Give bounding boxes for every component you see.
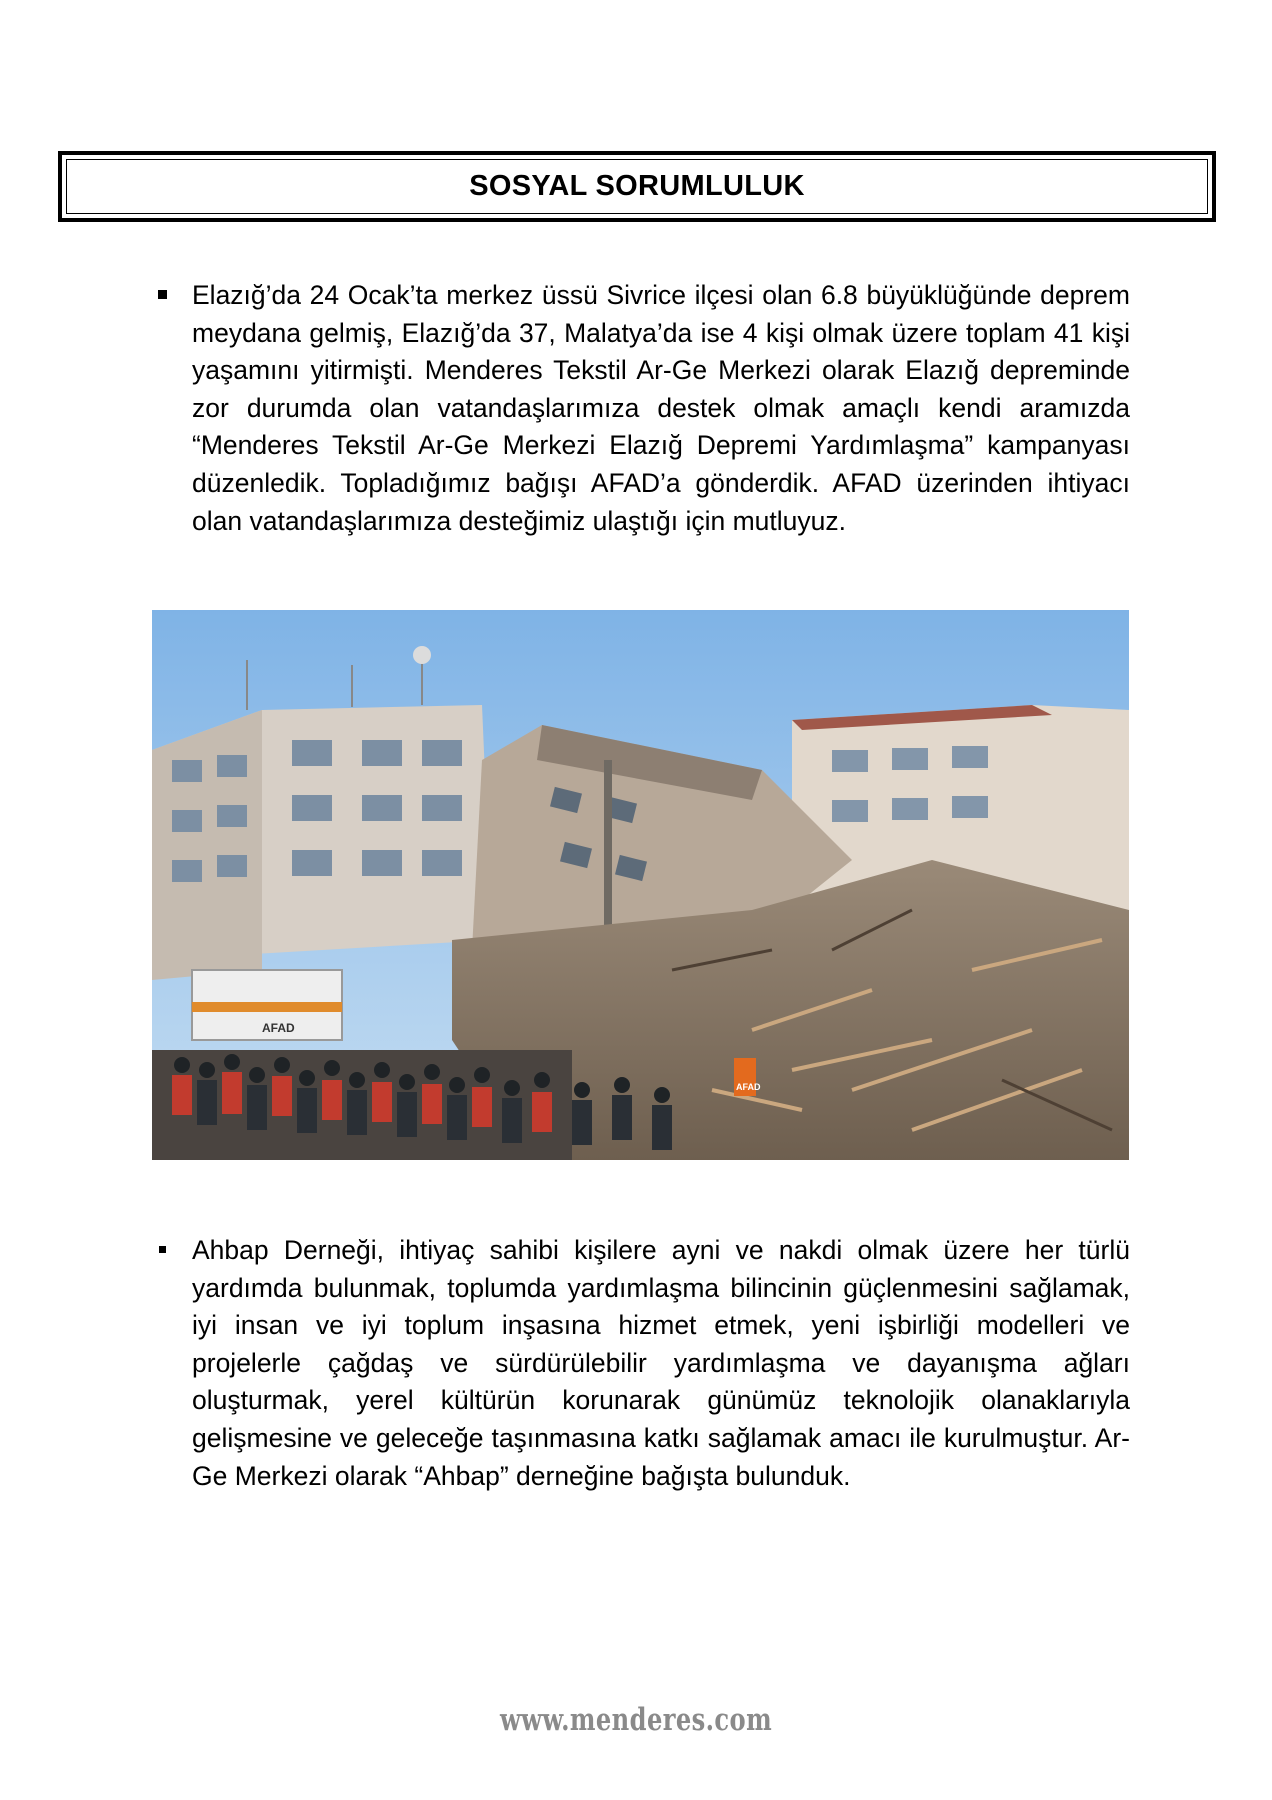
title-box (58, 151, 1216, 222)
bullet-item-2 (150, 1232, 1130, 1495)
page-title: SOSYAL SORUMLULUK (469, 170, 805, 202)
footer-website: www.menderes.com (499, 1702, 773, 1738)
square-bullet-icon (159, 1246, 166, 1253)
paragraph-earthquake: Elazığ’da 24 Ocak’ta merkez üssü Sivrice ilçesi olan 6.8 büyüklüğünde deprem meydana gelmiş, Elazığ’da 37, Malatya’da ise 4 kişi olmak üzere toplam 41 kişi yaşamını yitirmişti. Menderes Tekstil Ar-Ge Merkezi olarak Elazığ depreminde zor durumda olan vatandaşlarımıza destek olmak amaçlı kendi aramızda “Menderes Tekstil Ar-Ge Merkezi Elazığ Depremi Yardımlaşma” kampanyası düzenledik. Topladığımız bağışı AFAD’a gönderdik. AFAD üzerinden ihtiyacı olan vatandaşlarımıza desteğimiz ulaştığı için mutluyuz. (192, 280, 1130, 536)
title-frame (66, 159, 1208, 214)
earthquake-photo (152, 610, 1129, 1160)
square-bullet-icon (158, 290, 167, 299)
vest-afad-label: AFAD (736, 1082, 761, 1092)
paragraph-ahbap: Ahbap Derneği, ihtiyaç sahibi kişilere ayni ve nakdi olmak üzere her türlü yardımda bulunmak, toplumda yardımlaşma bilincinin güçlenmesini sağlamak, iyi insan ve iyi toplum inşasına hizmet etmek, yeni işbirliği modelleri ve projelerle çağdaş ve sürdürülebilir yardımlaşma ve dayanışma ağları oluşturmak, yerel kültürün korunarak günümüz teknolojik olanaklarıyla gelişmesine ve geleceğe taşınmasına katkı sağlamak amacı ile kurulmuştur. Ar-Ge Merkezi olarak “Ahbap” derneğine bağışta bulunduk. (192, 1235, 1130, 1491)
bullet-item-1 (150, 277, 1130, 540)
vehicle-afad-label: AFAD (262, 1021, 295, 1035)
